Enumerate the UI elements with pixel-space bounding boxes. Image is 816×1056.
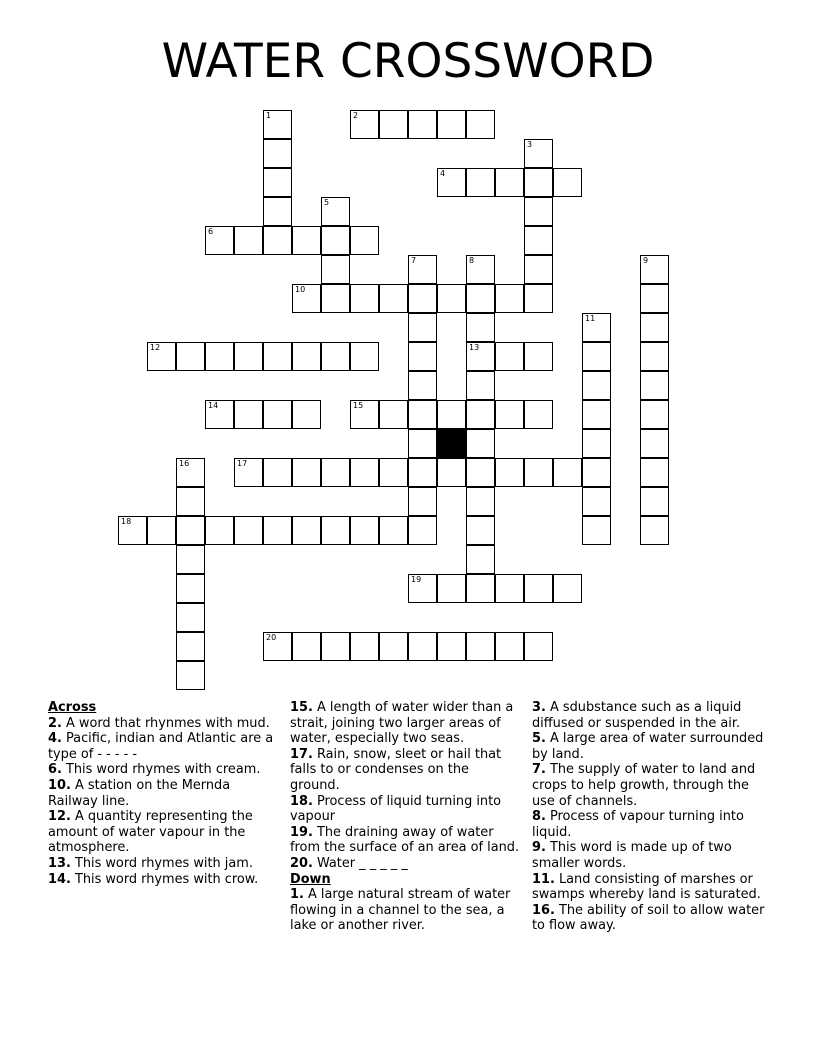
- clue-item-number: 7.: [532, 762, 546, 778]
- clue-item-number: 16.: [532, 902, 555, 918]
- clue-item: [48, 809, 276, 856]
- section-header: Across: [48, 700, 97, 715]
- grid-cell[interactable]: [524, 342, 553, 371]
- grid-cell[interactable]: [176, 516, 205, 545]
- grid-cell[interactable]: [234, 400, 263, 429]
- clue-item-text: The supply of water to land and crops to help growth, through the use of channels.: [532, 762, 756, 809]
- grid-cell[interactable]: [466, 632, 495, 661]
- grid-cell[interactable]: [234, 458, 263, 487]
- clue-item-number: 17.: [290, 746, 313, 762]
- grid-cell[interactable]: [466, 255, 495, 284]
- clue-item-text: The draining away of water from the surface of an area of land.: [290, 824, 520, 856]
- grid-cell[interactable]: [640, 371, 669, 400]
- grid-cell[interactable]: [176, 661, 205, 690]
- clue-number: 10: [295, 285, 306, 294]
- clue-item-number: 15.: [290, 700, 313, 715]
- clue-item: [290, 700, 520, 747]
- grid-cell[interactable]: [466, 545, 495, 574]
- clue-item: [532, 809, 766, 840]
- grid-cell[interactable]: [466, 574, 495, 603]
- page-title: WATER CROSSWORD: [161, 34, 655, 89]
- clue-item-number: 19.: [290, 824, 313, 840]
- grid-cell[interactable]: [408, 284, 437, 313]
- grid-cell[interactable]: [466, 487, 495, 516]
- grid-cell[interactable]: [524, 197, 553, 226]
- clue-item-text: Process of vapour turning into liquid.: [532, 809, 744, 840]
- clue-item-text: This word rhymes with jam.: [74, 855, 253, 871]
- clue-item-number: 9.: [532, 840, 546, 856]
- clue-number: 7: [411, 256, 417, 265]
- grid-cell[interactable]: [321, 284, 350, 313]
- grid-cell[interactable]: [321, 197, 350, 226]
- clue-item-number: 20.: [290, 855, 313, 871]
- clue-item: [532, 840, 766, 871]
- grid-cell[interactable]: [350, 110, 379, 139]
- grid-cell[interactable]: [582, 371, 611, 400]
- grid-cell[interactable]: [263, 632, 292, 661]
- grid-cell[interactable]: [350, 458, 379, 487]
- grid-cell[interactable]: [292, 632, 321, 661]
- clue-item-text: A large natural stream of water flowing in a channel to the sea, a lake or another river.: [290, 887, 511, 934]
- grid-cell[interactable]: [640, 255, 669, 284]
- grid-cell[interactable]: [640, 516, 669, 545]
- grid-cell[interactable]: [321, 632, 350, 661]
- grid-cell[interactable]: [582, 342, 611, 371]
- clue-item-text: Pacific, indian and Atlantic are a type of - - - - -: [48, 731, 274, 762]
- clue-number: 11: [585, 314, 596, 323]
- clue-item-text: The ability of soil to allow water to flow away.: [532, 902, 765, 934]
- clue-number: 6: [208, 227, 214, 236]
- grid-cell[interactable]: [292, 400, 321, 429]
- grid-cell[interactable]: [582, 458, 611, 487]
- grid-cell[interactable]: [379, 400, 408, 429]
- grid-cell[interactable]: [466, 342, 495, 371]
- clue-item: [532, 762, 766, 809]
- clue-item-number: 8.: [532, 809, 546, 825]
- clue-item-text: Rain, snow, sleet or hail that falls to or condenses on the ground.: [290, 746, 502, 793]
- grid-cell[interactable]: [263, 110, 292, 139]
- grid-cell[interactable]: [176, 603, 205, 632]
- clue-item-text: A sdubstance such as a liquid diffused or suspended in the air.: [532, 700, 742, 731]
- grid-cell[interactable]: [582, 429, 611, 458]
- clue-number: 4: [440, 169, 446, 178]
- clue-item-text: Land consisting of marshes or swamps whereby land is saturated.: [532, 871, 761, 903]
- grid-cell[interactable]: [350, 632, 379, 661]
- grid-cell[interactable]: [466, 110, 495, 139]
- grid-cell[interactable]: [640, 458, 669, 487]
- clue-number: 3: [527, 140, 533, 149]
- grid-cell[interactable]: [466, 313, 495, 342]
- grid-cell[interactable]: [263, 400, 292, 429]
- clue-number: 13: [469, 343, 480, 352]
- grid-cell[interactable]: [466, 371, 495, 400]
- clue-item: [48, 872, 276, 888]
- grid-cell[interactable]: [495, 168, 524, 197]
- clue-number: 1: [266, 111, 272, 120]
- grid-cell[interactable]: [640, 313, 669, 342]
- grid-cell[interactable]: [176, 342, 205, 371]
- clue-number: 20: [266, 633, 277, 642]
- grid-cell[interactable]: [176, 545, 205, 574]
- grid-cell[interactable]: [466, 168, 495, 197]
- clue-number: 18: [121, 517, 132, 526]
- clue-item: [532, 903, 766, 934]
- grid-cell[interactable]: [524, 139, 553, 168]
- grid-cell[interactable]: [350, 516, 379, 545]
- clue-item-text: Process of liquid turning into vapour: [290, 793, 502, 825]
- grid-cell[interactable]: [582, 487, 611, 516]
- grid-cell[interactable]: [582, 516, 611, 545]
- grid-cell[interactable]: [437, 400, 466, 429]
- grid-cell[interactable]: [408, 516, 437, 545]
- grid-cell[interactable]: [321, 458, 350, 487]
- clue-item-number: 3.: [532, 700, 546, 715]
- clue-number: 12: [150, 343, 161, 352]
- clue-item-number: 12.: [48, 809, 71, 825]
- grid-cell[interactable]: [263, 226, 292, 255]
- grid-cell[interactable]: [263, 342, 292, 371]
- grid-cell[interactable]: [408, 429, 437, 458]
- clues-column-1: [48, 700, 276, 887]
- grid-cell[interactable]: [437, 284, 466, 313]
- grid-cell[interactable]: [495, 400, 524, 429]
- clue-item: [290, 747, 520, 794]
- grid-cell[interactable]: [640, 284, 669, 313]
- grid-cell[interactable]: [640, 342, 669, 371]
- grid-cell[interactable]: [176, 487, 205, 516]
- grid-cell[interactable]: [582, 313, 611, 342]
- grid-cell[interactable]: [524, 458, 553, 487]
- grid-cell[interactable]: [205, 516, 234, 545]
- clue-item-text: A word that rhynmes with mud.: [65, 715, 270, 731]
- grid-cell[interactable]: [292, 342, 321, 371]
- grid-cell[interactable]: [466, 516, 495, 545]
- clue-item-number: 1.: [290, 887, 304, 903]
- clue-number: 2: [353, 111, 359, 120]
- grid-cell[interactable]: [524, 255, 553, 284]
- clue-item-number: 4.: [48, 731, 62, 747]
- grid-cell[interactable]: [524, 168, 553, 197]
- clue-item: [532, 700, 766, 731]
- grid-cell[interactable]: [408, 632, 437, 661]
- grid-cell[interactable]: [408, 371, 437, 400]
- clue-item: [532, 731, 766, 762]
- grid-cell[interactable]: [437, 110, 466, 139]
- grid-cell[interactable]: [495, 574, 524, 603]
- grid-cell[interactable]: [640, 429, 669, 458]
- grid-cell[interactable]: [408, 574, 437, 603]
- grid-cell[interactable]: [118, 516, 147, 545]
- grid-cell[interactable]: [524, 400, 553, 429]
- grid-cell[interactable]: [379, 458, 408, 487]
- grid-cell[interactable]: [205, 400, 234, 429]
- grid-cell[interactable]: [437, 458, 466, 487]
- grid-cell[interactable]: [321, 516, 350, 545]
- grid-cell[interactable]: [321, 255, 350, 284]
- grid-cell[interactable]: [205, 226, 234, 255]
- grid-cell[interactable]: [379, 110, 408, 139]
- grid-cell[interactable]: [147, 516, 176, 545]
- grid-cell[interactable]: [524, 226, 553, 255]
- clue-number: 14: [208, 401, 219, 410]
- clue-item-text: A length of water wider than a strait, joining two larger areas of water, especially two seas.: [290, 700, 514, 747]
- grid-cell[interactable]: [408, 458, 437, 487]
- grid-cell[interactable]: [292, 226, 321, 255]
- grid-cell[interactable]: [408, 255, 437, 284]
- clues-column-3: [532, 700, 766, 934]
- clue-item-text: A large area of water surrounded by land.: [532, 731, 764, 762]
- grid-cell[interactable]: [553, 458, 582, 487]
- grid-cell[interactable]: [234, 516, 263, 545]
- clue-number: 9: [643, 256, 649, 265]
- clue-number: 5: [324, 198, 330, 207]
- grid-cell[interactable]: [350, 226, 379, 255]
- grid-cell[interactable]: [292, 458, 321, 487]
- clue-item-text: This word rhymes with cream.: [65, 762, 261, 778]
- grid-cell[interactable]: [466, 284, 495, 313]
- clue-item-number: 5.: [532, 731, 546, 747]
- clue-item-number: 10.: [48, 777, 71, 793]
- clue-number: 15: [353, 401, 364, 410]
- clue-item-number: 14.: [48, 871, 71, 887]
- clue-item: [290, 887, 520, 934]
- grid-cell[interactable]: [495, 632, 524, 661]
- grid-cell[interactable]: [176, 632, 205, 661]
- clue-item-number: 13.: [48, 855, 71, 871]
- clue-item-number: 2.: [48, 715, 62, 731]
- grid-cell[interactable]: [176, 574, 205, 603]
- clue-item-number: 6.: [48, 762, 62, 778]
- clue-item-text: A quantity representing the amount of water vapour in the atmosphere.: [48, 809, 253, 856]
- grid-cell[interactable]: [321, 342, 350, 371]
- grid-cell[interactable]: [234, 226, 263, 255]
- clue-number: 16: [179, 459, 190, 468]
- clues-column-2: [290, 700, 520, 934]
- grid-cell[interactable]: [408, 313, 437, 342]
- grid-cell[interactable]: [408, 110, 437, 139]
- clue-item: [48, 778, 276, 809]
- grid-cell[interactable]: [466, 429, 495, 458]
- clue-item: [48, 762, 276, 778]
- clue-item: [290, 825, 520, 856]
- clue-item: [290, 794, 520, 825]
- grid-cell[interactable]: [524, 574, 553, 603]
- grid-cell[interactable]: [379, 284, 408, 313]
- grid-cell[interactable]: [350, 342, 379, 371]
- clue-item-number: 11.: [532, 871, 555, 887]
- clue-item-text: This word is made up of two smaller words.: [532, 840, 732, 871]
- clue-item-number: 18.: [290, 793, 313, 809]
- clue-number: 19: [411, 575, 422, 584]
- grid-cell[interactable]: [466, 400, 495, 429]
- grid-cell[interactable]: [582, 400, 611, 429]
- clue-number: 17: [237, 459, 248, 468]
- grid-cell[interactable]: [379, 516, 408, 545]
- clue-item: [48, 731, 276, 762]
- grid-cell[interactable]: [524, 632, 553, 661]
- grid-cell[interactable]: [408, 342, 437, 371]
- grid-cell[interactable]: [321, 226, 350, 255]
- clue-item: [48, 716, 276, 732]
- grid-cell[interactable]: [205, 342, 234, 371]
- grid-cell[interactable]: [379, 632, 408, 661]
- grid-cell[interactable]: [408, 400, 437, 429]
- grid-cell[interactable]: [263, 516, 292, 545]
- grid-cell[interactable]: [466, 458, 495, 487]
- grid-cell[interactable]: [437, 168, 466, 197]
- grid-cell[interactable]: [263, 458, 292, 487]
- clue-item-text: A station on the Mernda Railway line.: [48, 777, 231, 809]
- grid-cell[interactable]: [263, 139, 292, 168]
- shaded-cell: [437, 429, 466, 458]
- grid-cell[interactable]: [292, 516, 321, 545]
- grid-cell[interactable]: [524, 284, 553, 313]
- grid-cell[interactable]: [553, 168, 582, 197]
- clue-item-text: This word rhymes with crow.: [74, 871, 259, 887]
- grid-cell[interactable]: [408, 487, 437, 516]
- grid-cell[interactable]: [263, 168, 292, 197]
- grid-cell[interactable]: [437, 632, 466, 661]
- grid-cell[interactable]: [640, 400, 669, 429]
- grid-cell[interactable]: [437, 574, 466, 603]
- grid-cell[interactable]: [350, 400, 379, 429]
- grid-cell[interactable]: [350, 284, 379, 313]
- clue-item: [532, 872, 766, 903]
- clue-item: [48, 856, 276, 872]
- clue-item-text: Water _ _ _ _ _: [316, 855, 408, 871]
- grid-cell[interactable]: [495, 284, 524, 313]
- grid-cell[interactable]: [640, 487, 669, 516]
- grid-cell[interactable]: [176, 458, 205, 487]
- grid-cell[interactable]: [495, 342, 524, 371]
- clue-item: [290, 856, 520, 872]
- clue-number: 8: [469, 256, 475, 265]
- grid-cell[interactable]: [292, 284, 321, 313]
- grid-cell[interactable]: [553, 574, 582, 603]
- section-header: Down: [290, 871, 331, 887]
- grid-cell[interactable]: [263, 197, 292, 226]
- grid-cell[interactable]: [234, 342, 263, 371]
- grid-cell[interactable]: [147, 342, 176, 371]
- grid-cell[interactable]: [495, 458, 524, 487]
